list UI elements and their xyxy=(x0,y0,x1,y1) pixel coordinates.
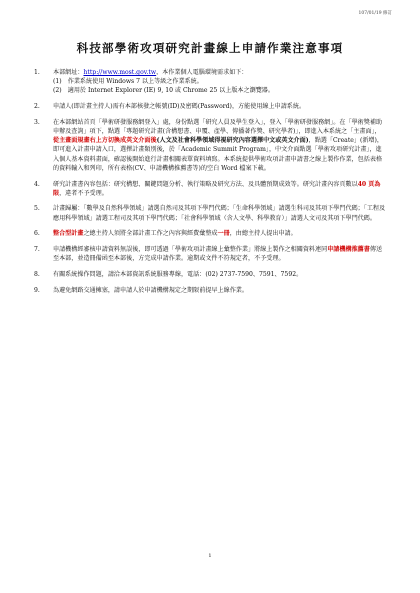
notice-item-5 xyxy=(34,204,386,222)
notice-item-4 xyxy=(34,180,386,198)
revision-date: 107/01/19 修訂 xyxy=(358,11,392,16)
page-number: 1 xyxy=(208,553,212,559)
item-text: 計畫歸屬：「數學及自然科學領域」請選自然司及其項下學門代碼；「生命科學領域」請選生科司及其項下學門代碼；「工程及應用科學領域」請選工程司及其項下學門代碼；「社會科學領域（含人文學、科學教育）」請選人文司及其項下學門代碼。 xyxy=(53,205,386,222)
item-text: 申請機構經審核申請資料無誤後，即可透過「學術攻項計畫線上彙整作業」將線上製作之相關資料連同 xyxy=(53,246,328,254)
document-title: 科技部學術攻項研究計畫線上申請作業注意事項 xyxy=(76,41,344,55)
item-number: 7. xyxy=(34,246,40,254)
item-text: 在本部網站首頁「學術研發服務網登入」處，身份點選「研究人員及學生登入」，登入「學術研發服務網」。在「學術獎補助申辦及查詢」項下，點選「專題研究計畫(含構想書、申覆、產學、傳播著作獎、研究學者)」，即進入本系統之「主畫面」， xyxy=(53,118,383,136)
item-text: 傳送至本部，並造冊備函至本部後，方完成申請作業。逾期或文件不符規定者，不予受理。 xyxy=(53,246,383,263)
highlight-recommendation-letter: 申請機構推薦書 xyxy=(327,246,370,254)
notice-item-7 xyxy=(34,245,386,263)
highlight-one-volume: 一冊 xyxy=(217,230,230,238)
most-website-link[interactable]: http://www.most.gov.tw xyxy=(83,69,157,76)
item-number: 9. xyxy=(34,286,40,294)
item-number: 6. xyxy=(34,230,40,238)
requirement-os: (1) 作業系統使用 Windows 7 以上等級之作業系統。 xyxy=(53,78,203,86)
item-text: 本部網址： xyxy=(53,69,84,76)
highlight-integrated-project: 整合型計畫 xyxy=(53,230,84,238)
notice-item-1 xyxy=(34,68,386,96)
item-text: 之總主持人須將全部計畫工作之內容與經費彙整成 xyxy=(83,230,218,238)
item-text: ，由總主持人提出申請。 xyxy=(229,230,297,238)
highlight-page-limit: 40 頁為限 xyxy=(53,180,381,197)
item-number: 1. xyxy=(34,69,40,76)
notice-item-3 xyxy=(34,118,386,173)
item-text: 研究計畫書內容包括：研究構想、關鍵問題分析、執行策略及研究方法、及具體預期成效等。研究計畫內容頁數以 xyxy=(53,180,358,188)
notice-list xyxy=(34,68,386,301)
item-text: 為避免網路交通擁塞，請申請人於申請機構規定之期限前提早上線作業。 xyxy=(53,286,248,294)
highlight-language-note: (人文及社會科學領域得視研究內容選擇中文或英文介面) xyxy=(156,137,309,145)
item-number: 8. xyxy=(34,270,40,278)
item-number: 3. xyxy=(34,118,40,126)
notice-item-6 xyxy=(34,229,386,238)
item-number: 2. xyxy=(34,103,40,111)
requirement-browser: (2) 適用於 Internet Explorer (IE) 9, 10 或 Chrome 25 以上版本之瀏覽器。 xyxy=(53,87,274,95)
highlight-english-interface: 從主畫面規畫右上方切換成英文介面後 xyxy=(53,137,157,145)
item-number: 5. xyxy=(34,205,40,213)
notice-item-8 xyxy=(34,270,386,279)
notice-item-2 xyxy=(34,102,386,111)
item-text: ，違者不予受理。 xyxy=(59,189,108,197)
item-text: 申請人(即計畫主持人)需有本部核發之帳號(ID)及密碼(Password)，方能使用線上申請系統。 xyxy=(53,103,306,111)
item-text: ，點選「Create」(新增)，即可進入計畫申請入口，選擇計畫類別後，於「Academic Summit Program」，中文介面點選「學術攻項研究計畫」，進入個人基本資料畫面，確認後開始進行計畫相關表單資料填寫。本系統提供學術攻項計畫申請書之線上製作作業，包括表格的資料輸入和列印，所有表格(CV、申請機構推薦書等)的空白 Word 檔案下載。 xyxy=(53,137,383,172)
item-text: 有關系統操作問題，請洽本部資訊系統服務專線，電話：(02) 2737-7590、7591、7592。 xyxy=(53,270,303,278)
item-number: 4. xyxy=(34,180,40,188)
item-text: ，本作業個人電腦環境需求如下： xyxy=(156,69,248,76)
notice-item-9 xyxy=(34,286,386,295)
